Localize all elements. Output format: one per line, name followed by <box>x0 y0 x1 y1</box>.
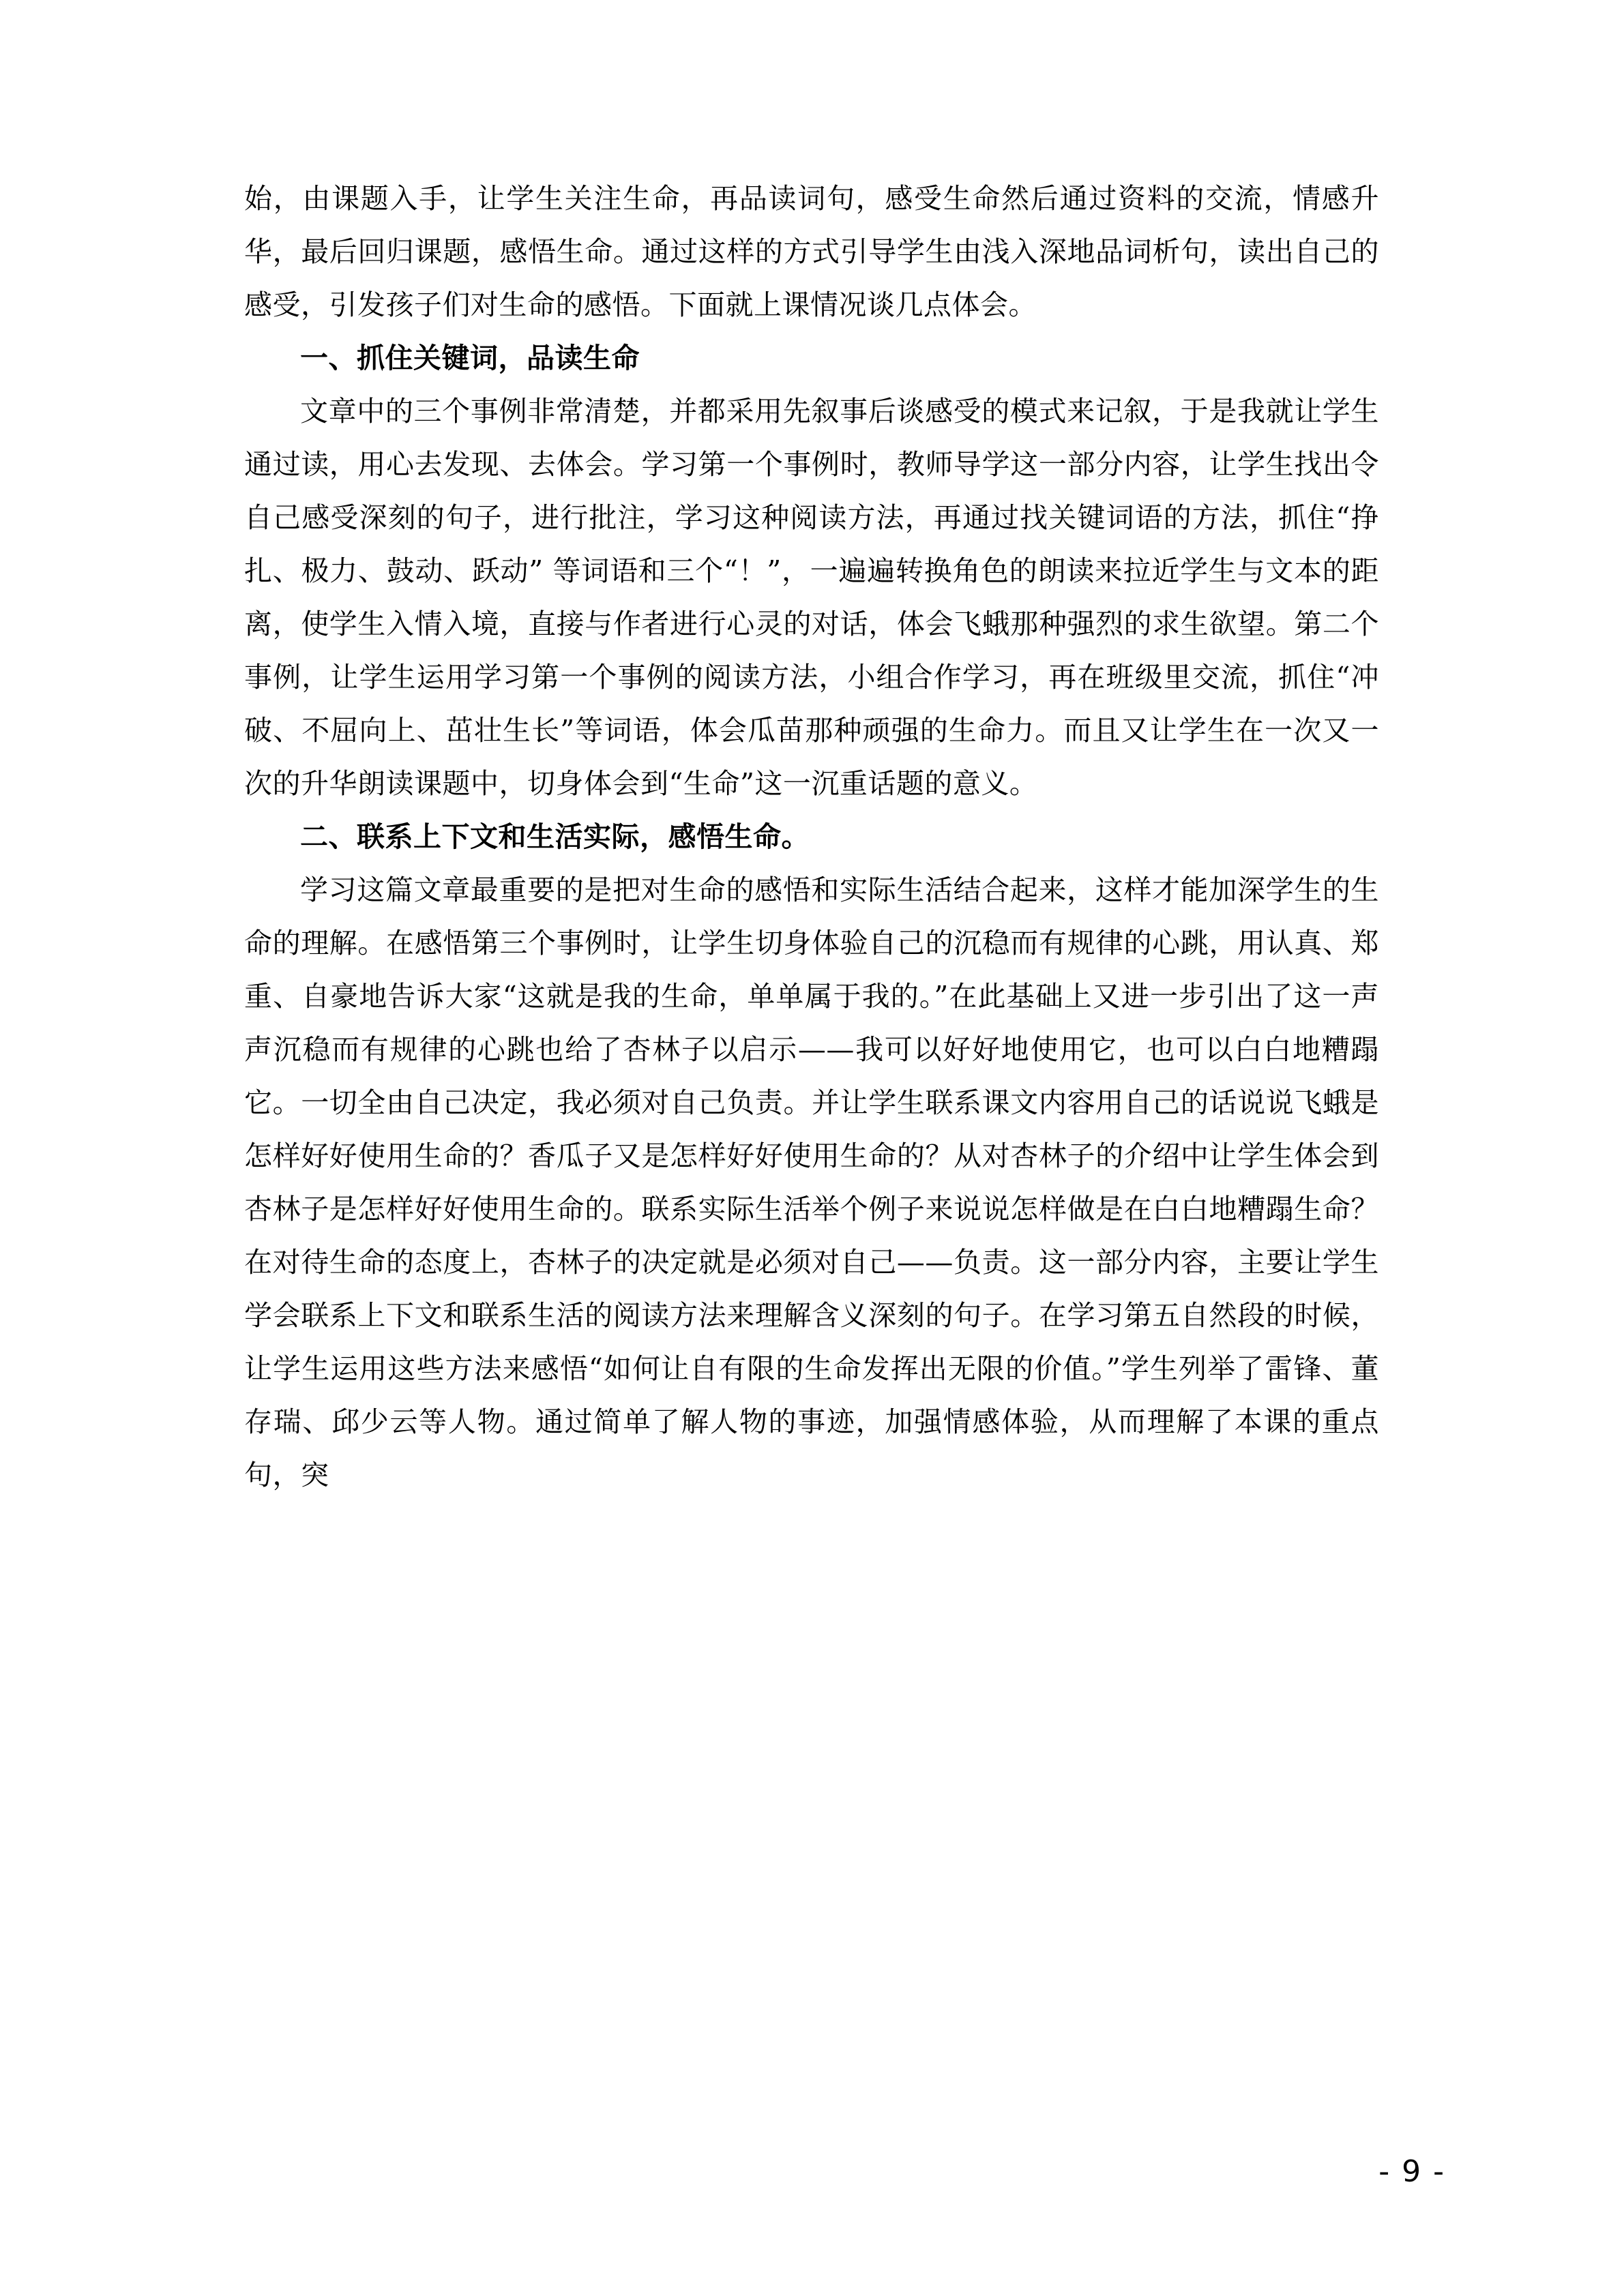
paragraph-section-one-body: 文章中的三个事例非常清楚，并都采用先叙事后谈感受的模式来记叙，于是我就让学生通过读，用心去发现、去体会。学习第一个事例时，教师导学这一部分内容，让学生找出令自己感受深刻的句子，进行批注，学习这种阅读方法，再通过找关键词语的方法，抓住“挣扎、极力、鼓动、跃动” 等词语和三个“！”，一遍遍转换角色的朗读来拉近学生与文本的距离，使学生入情入境，直接与作者进行心灵的对话，体会飞蛾那种强烈的求生欲望。第二个事例，让学生运用学习第一个事例的阅读方法，小组合作学习，再在班级里交流，抓住“冲破、不屈向上、茁壮生长”等词语，体会瓜苗那种顽强的生命力。而且又让学生在一次又一次的升华朗读课题中，切身体会到“生命”这一沉重话题的意义。 <box>244 395 1379 800</box>
paragraph-opening: 始，由课题入手，让学生关注生命，再品读词句，感受生命然后通过资料的交流，情感升华，最后回归课题，感悟生命。通过这样的方式引导学生由浅入深地品词析句，读出自己的感受，引发孩子们对生命的感悟。下面就上课情况谈几点体会。 <box>244 182 1379 321</box>
paragraph-section-two-body: 学习这篇文章最重要的是把对生命的感悟和实际生活结合起来，这样才能加深学生的生命的理解。在感悟第三个事例时，让学生切身体验自己的沉稳而有规律的心跳，用认真、郑重、自豪地告诉大家“这就是我的生命，单单属于我的。”在此基础上又进一步引出了这一声声沉稳而有规律的心跳也给了杏林子以启示——我可以好好地使用它，也可以白白地糟蹋它。一切全由自己决定，我必须对自己负责。并让学生联系课文内容用自己的话说说飞蛾是怎样好好使用生命的？香瓜子又是怎样好好使用生命的？从对杏林子的介绍中让学生体会到杏林子是怎样好好使用生命的。联系实际生活举个例子来说说怎样做是在白白地糟蹋生命？在对待生命的态度上，杏林子的决定就是必须对自己——负责。这一部分内容，主要让学生学会联系上下文和联系生活的阅读方法来理解含义深刻的句子。在学习第五自然段的时候，让学生运用这些方法来感悟“如何让自有限的生命发挥出无限的价值。”学生列举了雷锋、董存瑞、邱少云等人物。通过简单了解人物的事迹，加强情感体验，从而理解了本课的重点句，突 <box>244 874 1379 1491</box>
section-heading-one: 一、抓住关键词，品读生命 <box>300 342 640 374</box>
section-heading-two: 二、联系上下文和生活实际，感悟生命。 <box>300 820 810 853</box>
page-number: - 9 - <box>1378 2154 1445 2189</box>
page-body-text <box>244 172 1379 1502</box>
